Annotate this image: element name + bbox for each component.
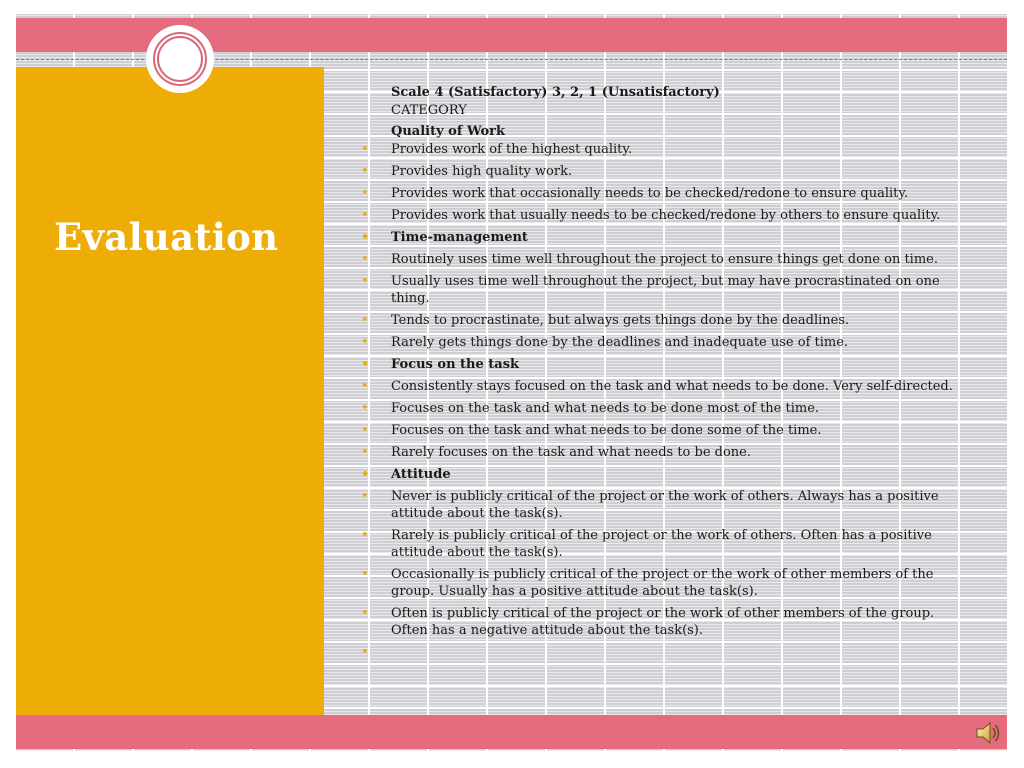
list-item: • Consistently stays focused on the task and what needs to be done. Very self-directed. [361, 378, 961, 395]
empty-list-item [361, 644, 961, 661]
speaker-icon-graphic [973, 718, 1003, 748]
section-heading: • Attitude [361, 466, 961, 483]
list-item: • Rarely gets things done by the deadlines and inadequate use of time. [361, 334, 961, 351]
list-item: • Focuses on the task and what needs to be done some of the time. [361, 422, 961, 439]
list-item: • Provides work of the highest quality. [361, 141, 961, 158]
list-item: • Tends to procrastinate, but always gets things done by the deadlines. [361, 312, 961, 329]
section-heading: Quality of Work [391, 124, 506, 139]
list-item: • Usually uses time well throughout the project, but may have procrastinated on one thing. [361, 273, 961, 307]
slide-title: Evaluation [54, 215, 279, 259]
list-item: • Often is publicly critical of the project or the work of other members of the group. Often has a negative attitude about the task(s). [361, 605, 961, 639]
list-item: • Occasionally is publicly critical of the project or the work of other members of the group. Usually has a positive attitude about the task(s). [361, 566, 961, 600]
list-item: • Rarely focuses on the task and what needs to be done. [361, 444, 961, 461]
title-panel [16, 67, 324, 715]
list-item: • Provides work that usually needs to be checked/redone by others to ensure quality. [361, 207, 961, 224]
bottom-band [16, 715, 1007, 749]
list-item: • Rarely is publicly critical of the project or the work of others. Often has a positive attitude about the task(s). [361, 527, 961, 561]
slide [16, 14, 1007, 751]
slide-content [361, 84, 961, 666]
section-heading: • Focus on the task [361, 356, 961, 373]
ring-icon [146, 25, 214, 93]
section-heading: • Time-management [361, 229, 961, 246]
scale-line: Scale 4 (Satisfactory) 3, 2, 1 (Unsatisfactory) [391, 85, 720, 100]
list-item: • Never is publicly critical of the project or the work of others. Always has a positive attitude about the task(s). [361, 488, 961, 522]
list-item: • Routinely uses time well throughout the project to ensure things get done on time. [361, 251, 961, 268]
speaker-icon[interactable] [973, 718, 1003, 748]
list-item: • Provides work that occasionally needs to be checked/redone to ensure quality. [361, 185, 961, 202]
category-label: CATEGORY [391, 103, 467, 118]
list-item: • Provides high quality work. [361, 163, 961, 180]
list-item: • Focuses on the task and what needs to be done most of the time. [361, 400, 961, 417]
